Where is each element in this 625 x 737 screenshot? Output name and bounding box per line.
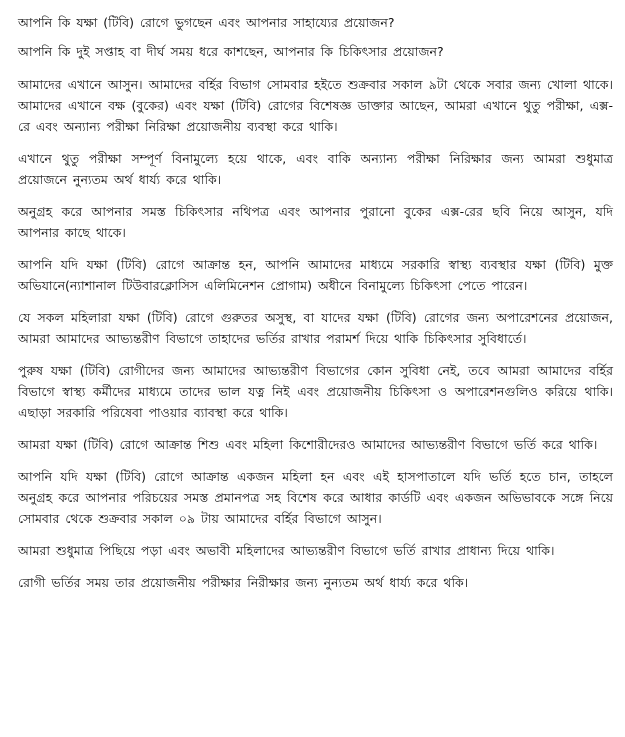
question-tb-help: আপনি কি যক্ষা (টিবি) রোগে ভুগছেন এবং আপনার সাহায্যের প্রয়োজন? xyxy=(18,15,395,30)
paragraph-admission-requirements: আপনি যদি যক্ষা (টিবি) রোগে আক্রান্ত একজন মহিলা হন এবং এই হাসপাতালে যদি ভর্তি হতে চান, তাহলে অনুগ্রহ করে আপনার পরিচয়ের সমস্ত প্রমানপত্র সহ বিশেষ করে আধার কার্ডটি এবং একজন অভিভাবকে সঙ্গে নিয়ে সোমবার থেকে শুক্রবার সকাল ০৯ টায় আমাদের বর্হির বিভাগে আসুন। xyxy=(18,469,613,526)
paragraph-bring-records: অনুগ্রহ করে আপনার সমস্ত চিকিৎসার নথিপত্র এবং আপনার পুরানো বুকের এক্স-রের ছবি নিয়ে আসুন, যদি আপনার কাছে থাকে। xyxy=(18,204,613,240)
paragraph-children-adolescents: আমরা যক্ষা (টিবি) রোগে আক্রান্ত শিশু এবং মহিলা কিশোরীদেরও আমাদের আভ্যন্তরীণ বিভাগে ভর্তি করে থাকি। xyxy=(18,437,598,452)
paragraph-visit-opd: আমাদের এখানে আসুন। আমাদের বর্হির বিভাগ সোমবার হইতে শুক্রবার সকাল ৯টা থেকে সবার জন্য খোলা থাকে। আমাদের এখানে বক্ষ (বুকের) এবং যক্ষা (টিবি) রোগের বিশেষজ্ঞ ডাক্তার আছেন, আমরা এখানে থুতু পরীক্ষা, এক্স-রে এবং অন্যান্য পরীক্ষা নিরিক্ষা প্রয়োজনীয় ব্যবস্থা করে থাকি। xyxy=(18,77,613,134)
paragraph-admission-fees: রোগী ভর্তির সময় তার প্রয়োজনীয় পরীক্ষার নিরীক্ষার জন্য নুন্যতম অর্থ ধার্য্য করে থকি। xyxy=(18,575,469,590)
question-cough-treatment: আপনি কি দুই সপ্তাহ বা দীর্ঘ সময় ধরে কাশছেন, আপনার কি চিকিৎসার প্রয়োজন? xyxy=(18,44,444,59)
paragraph-free-sputum-test: এখানে থুতু পরীক্ষা সম্পূর্ণ বিনামুল্যে হয়ে থাকে, এবং বাকি অন্যান্য পরীক্ষা নিরিক্ষার জন্য আমরা শুধুমাত্র প্রয়োজনে নুন্যতম অর্থ ধার্য্য করে থাকি। xyxy=(18,151,613,187)
paragraph-women-admission: যে সকল মহিলারা যক্ষা (টিবি) রোগে গুরুতর অসুস্থ, বা যাদের যক্ষা (টিবি) রোগের জন্য অপারেশনের প্রয়োজন, আমরা আমাদের আভ্যন্তরীণ বিভাগে তাহাদের ভর্তির রাখার পরামর্শ দিয়ে থাকি চিকিৎসার সুবিধার্তে। xyxy=(18,310,613,346)
paragraph-govt-tb-program: আপনি যদি যক্ষা (টিবি) রোগে আক্রান্ত হন, আপনি আমাদের মাধ্যমে সরকারি স্বাস্থ্য ব্যবস্থার যক্ষা (টিবি) মুক্ত অভিযানে(ন্যাশানাল টিউবারক্লোসিস এলিমিনেশন প্রোগাম) অধীনে বিনামুল্যে চিকিৎসা পেতে পারেন। xyxy=(18,257,613,293)
paragraph-priority-admission: আমরা শুধুমাত্র পিছিয়ে পড়া এবং অভাবী মহিলাদের আভ্যন্তরীণ বিভাগে ভর্তি রাখার প্রাধান্য দিয়ে থাকি। xyxy=(18,543,555,558)
paragraph-men-outpatient: পুরুষ যক্ষা (টিবি) রোগীদের জন্য আমাদের আভ্যন্তরীণ বিভাগের কোন সুবিধা নেই, তবে আমরা আমাদের বর্হির বিভাগে স্বাস্থ্য কর্মীদের মাধ্যমে তাদের ভাল যত্ন নিই এবং প্রয়োজনীয় চিকিৎসা ও অপারেশনগুলিও করিয়ে থাকি। এছাড়া সরকারি পরিষেবা পাওয়ার ব্যাবস্থা করে থাকি। xyxy=(18,363,613,420)
